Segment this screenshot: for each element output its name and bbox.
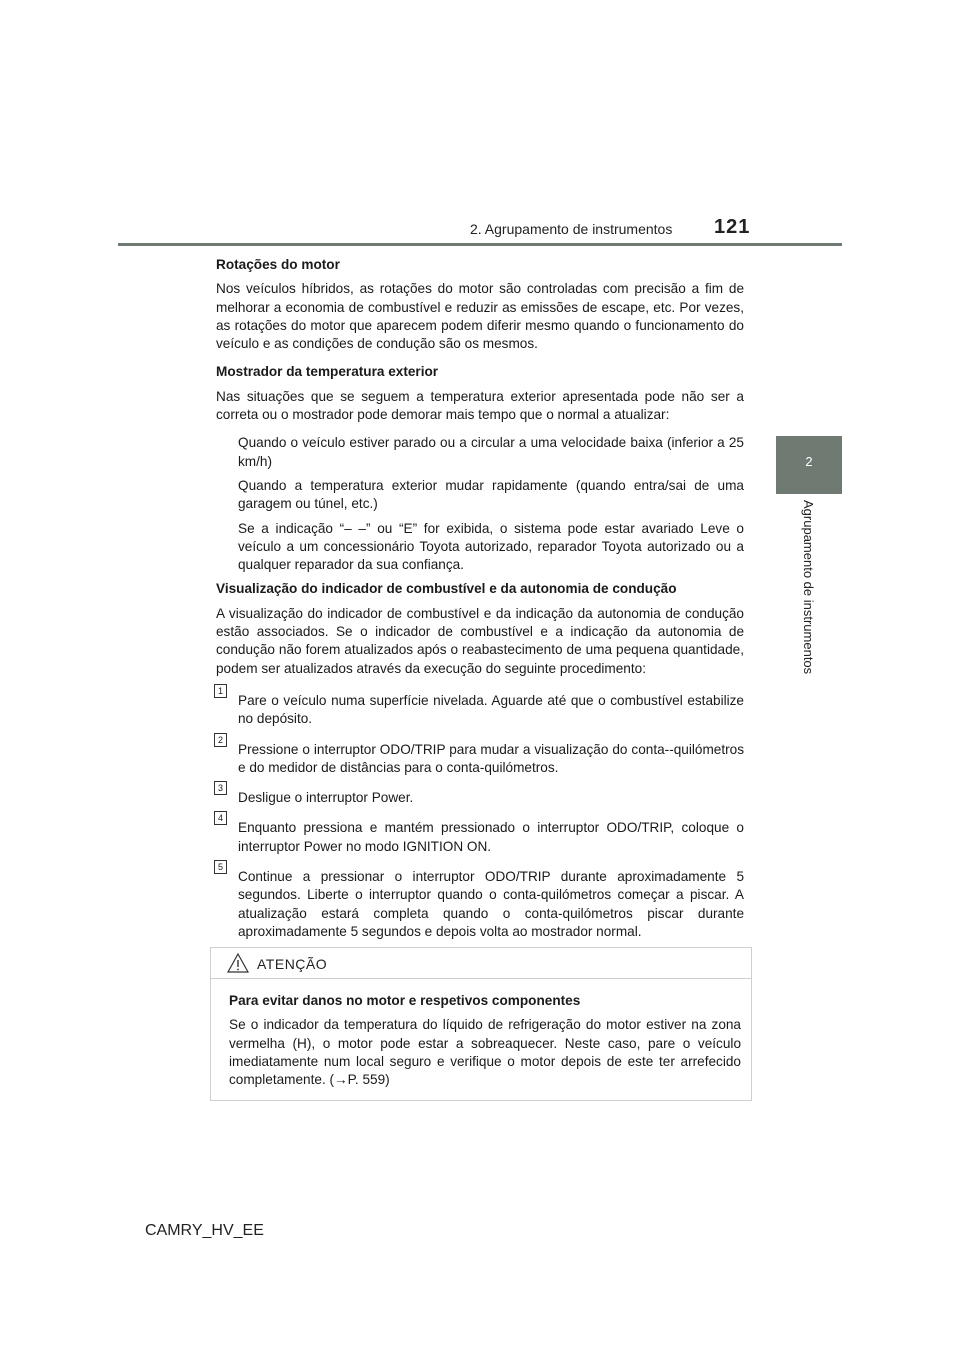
chapter-number: 2 bbox=[805, 454, 813, 469]
step-text: Pare o veículo numa superfície nivelada. Aguarde até que o combustível estabilize no depósito. bbox=[238, 692, 744, 727]
step-number: 4 bbox=[214, 811, 227, 825]
procedure-step bbox=[216, 783, 744, 807]
chapter-label: Agrupamento de instrumentos bbox=[801, 500, 816, 675]
step-number: 5 bbox=[214, 860, 227, 874]
step-text: Desligue o interruptor Power. bbox=[238, 790, 414, 806]
main-content bbox=[216, 256, 744, 953]
rpm-text: Nos veículos híbridos, as rotações do motor são controladas com precisão a fim de melhorar a economia de combustível e reduzir as emissões de escape, etc. Por vezes, as rotações do motor que aparecem podem diferir mesmo quando o funcionamento do veículo e as condições de condução são os mesmos. bbox=[216, 281, 744, 352]
page-number: 121 bbox=[714, 216, 751, 238]
warning-box bbox=[210, 947, 752, 1101]
warning-body bbox=[229, 992, 741, 1089]
warning-heading: Para evitar danos no motor e respetivos componentes bbox=[229, 993, 581, 1008]
temp-bullet: Se a indicação “– –” ou “E” for exibida, o sistema pode estar avariado Leve o veículo a um concessionário Toyota autorizado, reparador Toyota autorizado ou a qualquer reparador da sua confiança. bbox=[238, 520, 744, 573]
step-text: Pressione o interruptor ODO/TRIP para mudar a visualização do conta--quilómetros e do medidor de distâncias para o conta-quilómetros. bbox=[238, 741, 744, 775]
fuel-text: A visualização do indicador de combustível e da indicação da autonomia de condução estão associados. Se o indicador de combustível e a indicação da autonomia de condução não forem atualizados após o reabastecimento de uma pequena quantidade, podem ser atualizados através da execução do seguinte procedimento: bbox=[216, 605, 744, 676]
header-divider bbox=[118, 243, 842, 246]
temp-text: Nas situações que se seguem a temperatura exterior apresentada pode não ser a correta ou o mostrador pode demorar mais tempo que o normal a atualizar: bbox=[216, 388, 744, 423]
procedure-step bbox=[216, 862, 744, 941]
warning-title: ATENÇÃO bbox=[257, 956, 328, 972]
warning-divider bbox=[211, 978, 751, 979]
procedure-step bbox=[216, 813, 744, 856]
fuel-heading: Visualização do indicador de combustível e da autonomia de condução bbox=[216, 581, 677, 597]
temp-bullet: Quando a temperatura exterior mudar rapidamente (quando entra/sai de uma garagem ou túnel, etc.) bbox=[238, 477, 744, 512]
header-section-title: 2. Agrupamento de instrumentos bbox=[470, 221, 673, 237]
step-text: Enquanto pressiona e mantém pressionado o interruptor ODO/TRIP, coloque o interruptor Power no modo IGNITION ON. bbox=[238, 820, 744, 854]
step-number: 1 bbox=[214, 684, 227, 698]
step-text: Continue a pressionar o interruptor ODO/TRIP durante aproximadamente 5 segundos. Liberte o interruptor quando o conta-quilómetros começar a piscar. A atualização estará completa quando o conta-quilómetros piscar durante aproximadamente 5 segundos e depois volta ao mostrador normal. bbox=[238, 869, 744, 939]
procedure-step bbox=[216, 685, 744, 729]
chapter-tab bbox=[776, 436, 842, 494]
rpm-heading: Rotações do motor bbox=[216, 257, 340, 272]
warning-text: Se o indicador da temperatura do líquido de refrigeração do motor estiver na zona vermelha (H), o motor pode estar a sobreaquecer. Neste caso, pare o veículo imediatamente num local seguro e verifique o motor depois de este ter arrefecido completamente. (→P. 559) bbox=[229, 1017, 741, 1088]
temp-bullet: Quando o veículo estiver parado ou a circular a uma velocidade baixa (inferior a 25 km/h) bbox=[238, 435, 744, 469]
step-number: 2 bbox=[214, 733, 227, 747]
manual-code: CAMRY_HV_EE bbox=[145, 1222, 264, 1239]
warning-triangle-icon bbox=[226, 952, 250, 979]
procedure-step bbox=[216, 734, 744, 778]
step-number: 3 bbox=[214, 781, 227, 795]
temp-heading: Mostrador da temperatura exterior bbox=[216, 364, 439, 380]
